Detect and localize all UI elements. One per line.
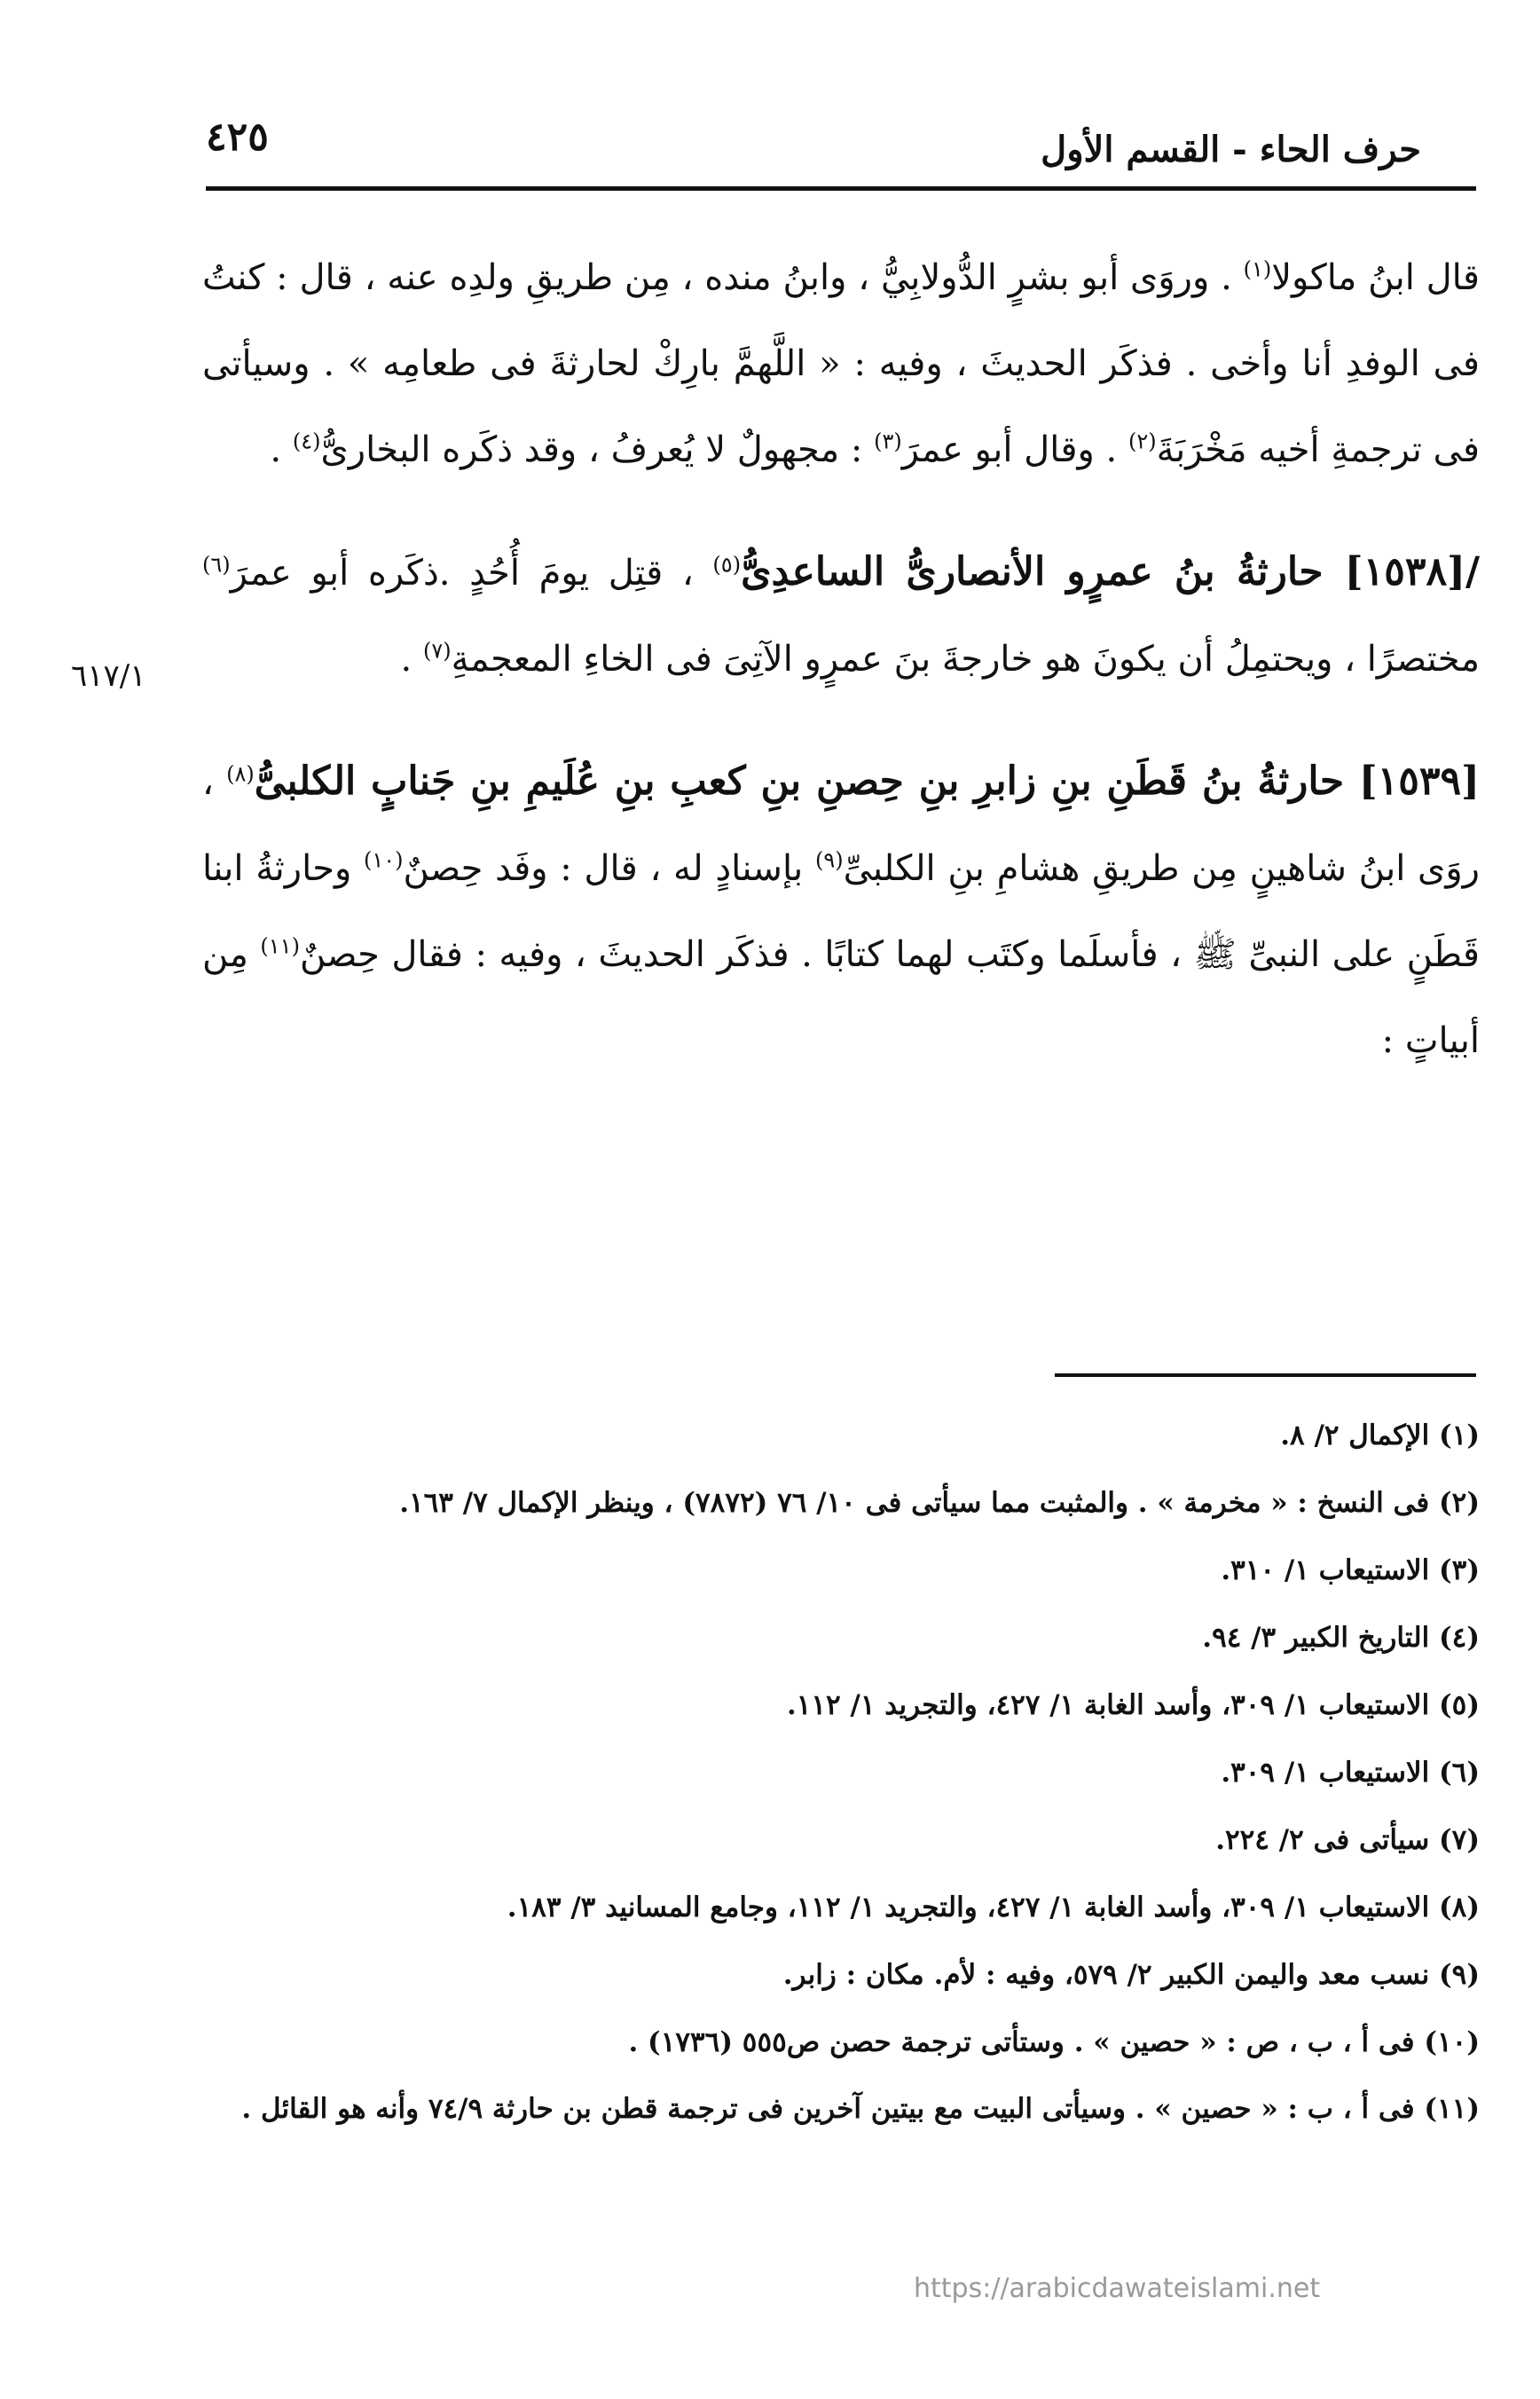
entry-1539 bbox=[202, 738, 1480, 1084]
page-number: ٤٢٥ bbox=[206, 114, 269, 160]
footnote-ref[interactable]: (٢) bbox=[1128, 429, 1157, 454]
entry-1538 bbox=[202, 529, 1480, 703]
text-segment: : مجهولٌ لا يُعرفُ ، وقد ذكَره البخارىُّ bbox=[320, 429, 863, 470]
footnote-ref[interactable]: (٦) bbox=[202, 552, 231, 578]
text-segment: . وروَى أبو بشرٍ الدُّولابِيُّ ، وابنُ منده ، مِن طريقِ ولدِه عنه ، قال : كنتُ فى الوفدِ أنا وأخى . فذكَر الحديثَ ، وفيه : « اللَّهمَّ بارِكْ لحارثةَ فى طعامِه » . وسيأتى فى ترجمةِ أخيه مَخْرَبَةَ bbox=[202, 257, 1480, 470]
footnote-4: (٤) التاريخ الكبير ٣/ ٩٤. bbox=[1202, 1622, 1480, 1654]
entry-text: بإسنادٍ له ، قال : وفَد حِصنٌ bbox=[403, 848, 804, 889]
footnote-ref[interactable]: (١٠) bbox=[364, 847, 404, 873]
footnote-1: (١) الإكمال ٢/ ٨. bbox=[1280, 1420, 1480, 1451]
entry-text: . bbox=[400, 639, 412, 680]
footnote-7: (٧) سيأتى فى ٢/ ٢٢٤. bbox=[1215, 1824, 1480, 1856]
entry-text: وحارثةُ ابنا قَطَنٍ على النبىِّ ﷺ ، فأسلَما وكتَب لهما كتابًا . فذكَر الحديثَ ، وفيه : فقال حِصنٌ bbox=[202, 848, 1480, 975]
chapter-title: حرف الحاء - القسم الأول bbox=[1041, 129, 1421, 170]
entry-text: ، قتِل يومَ أُحُدٍ .ذكَره أبو عمرَ bbox=[230, 553, 694, 594]
entry-text: ، روَى ابنُ شاهينٍ مِن طريقِ هشامِ بنِ الكلبىِّ bbox=[202, 762, 1480, 889]
footnote-9: (٩) نسب معد واليمن الكبير ٢/ ٥٧٩، وفيه : لأم. مكان : زابر. bbox=[782, 1959, 1480, 1991]
paragraph-intro bbox=[202, 235, 1480, 493]
footnote-ref[interactable]: (٤) bbox=[292, 429, 321, 454]
footnote-rule bbox=[1055, 1373, 1476, 1377]
text-segment: . bbox=[270, 429, 282, 470]
footnote-8: (٨) الاستيعاب ١/ ٣٠٩، وأسد الغابة ١/ ٤٢٧، والتجريد ١/ ١١٢، وجامع المسانيد ٣/ ١٨٣. bbox=[507, 1892, 1480, 1923]
entry-heading: [١٥٣٩] حارثةُ بنُ قَطَنِ بنِ زابرِ بنِ حِصنِ بنِ كعبِ بنِ عُلَيمِ بنِ جَنابٍ الكلبىُّ bbox=[254, 759, 1480, 804]
footnote-ref[interactable]: (٥) bbox=[712, 552, 742, 578]
main-text bbox=[202, 235, 1480, 1084]
entry-text: مختصرًا ، ويحتمِلُ أن يكونَ هو خارجةَ بنَ عمرٍو الآتِىَ فى الخاءِ المعجمةِ bbox=[451, 639, 1480, 680]
header-rule bbox=[206, 186, 1476, 191]
text-segment: . وقال أبو عمرَ bbox=[901, 429, 1118, 470]
running-header bbox=[206, 102, 1474, 182]
footnote-ref[interactable]: (١١) bbox=[260, 933, 300, 959]
footnote-10: (١٠) فى أ ، ب ، ص : « حصين » . وستأتى ترجمة حصن ص٥٥٥ (١٧٣٦) . bbox=[628, 2026, 1480, 2058]
text-segment: قال ابنُ ماكولا bbox=[1271, 257, 1480, 298]
footnote-5: (٥) الاستيعاب ١/ ٣٠٩، وأسد الغابة ١/ ٤٢٧، والتجريد ١/ ١١٢. bbox=[786, 1689, 1480, 1721]
footnote-6: (٦) الاستيعاب ١/ ٣٠٩. bbox=[1221, 1757, 1480, 1789]
footnote-ref[interactable]: (٧) bbox=[422, 638, 452, 664]
footnote-3: (٣) الاستيعاب ١/ ٣١٠. bbox=[1221, 1554, 1480, 1586]
footnote-ref[interactable]: (٩) bbox=[814, 847, 844, 873]
entry-heading: /[١٥٣٨] حارثةُ بنُ عمرٍو الأنصارىُّ الساعدِىُّ bbox=[741, 549, 1481, 594]
watermark-url: https://arabicdawateislami.net bbox=[914, 2273, 1321, 2304]
margin-volume-ref: ٦١٧/١ bbox=[71, 658, 146, 694]
entry-text: مِن أبياتٍ : bbox=[202, 934, 1480, 1061]
footnote-ref[interactable]: (١) bbox=[1243, 256, 1272, 282]
footnote-ref[interactable]: (٣) bbox=[874, 429, 902, 454]
footnote-2: (٢) فى النسخ : « مخرمة » . والمثبت مما سيأتى فى ١٠/ ٧٦ (٧٨٧٢) ، وينظر الإكمال ٧/ ١٦٣. bbox=[399, 1487, 1480, 1519]
footnotes-list bbox=[202, 1402, 1480, 2135]
footnote-ref[interactable]: (٨) bbox=[226, 761, 255, 787]
footnote-11: (١١) فى أ ، ب : « حصين » . وسيأتى البيت مع بيتين آخرين فى ترجمة قطن بن حارثة ٧٤/٩ وأنه هو القائل . bbox=[241, 2093, 1480, 2125]
